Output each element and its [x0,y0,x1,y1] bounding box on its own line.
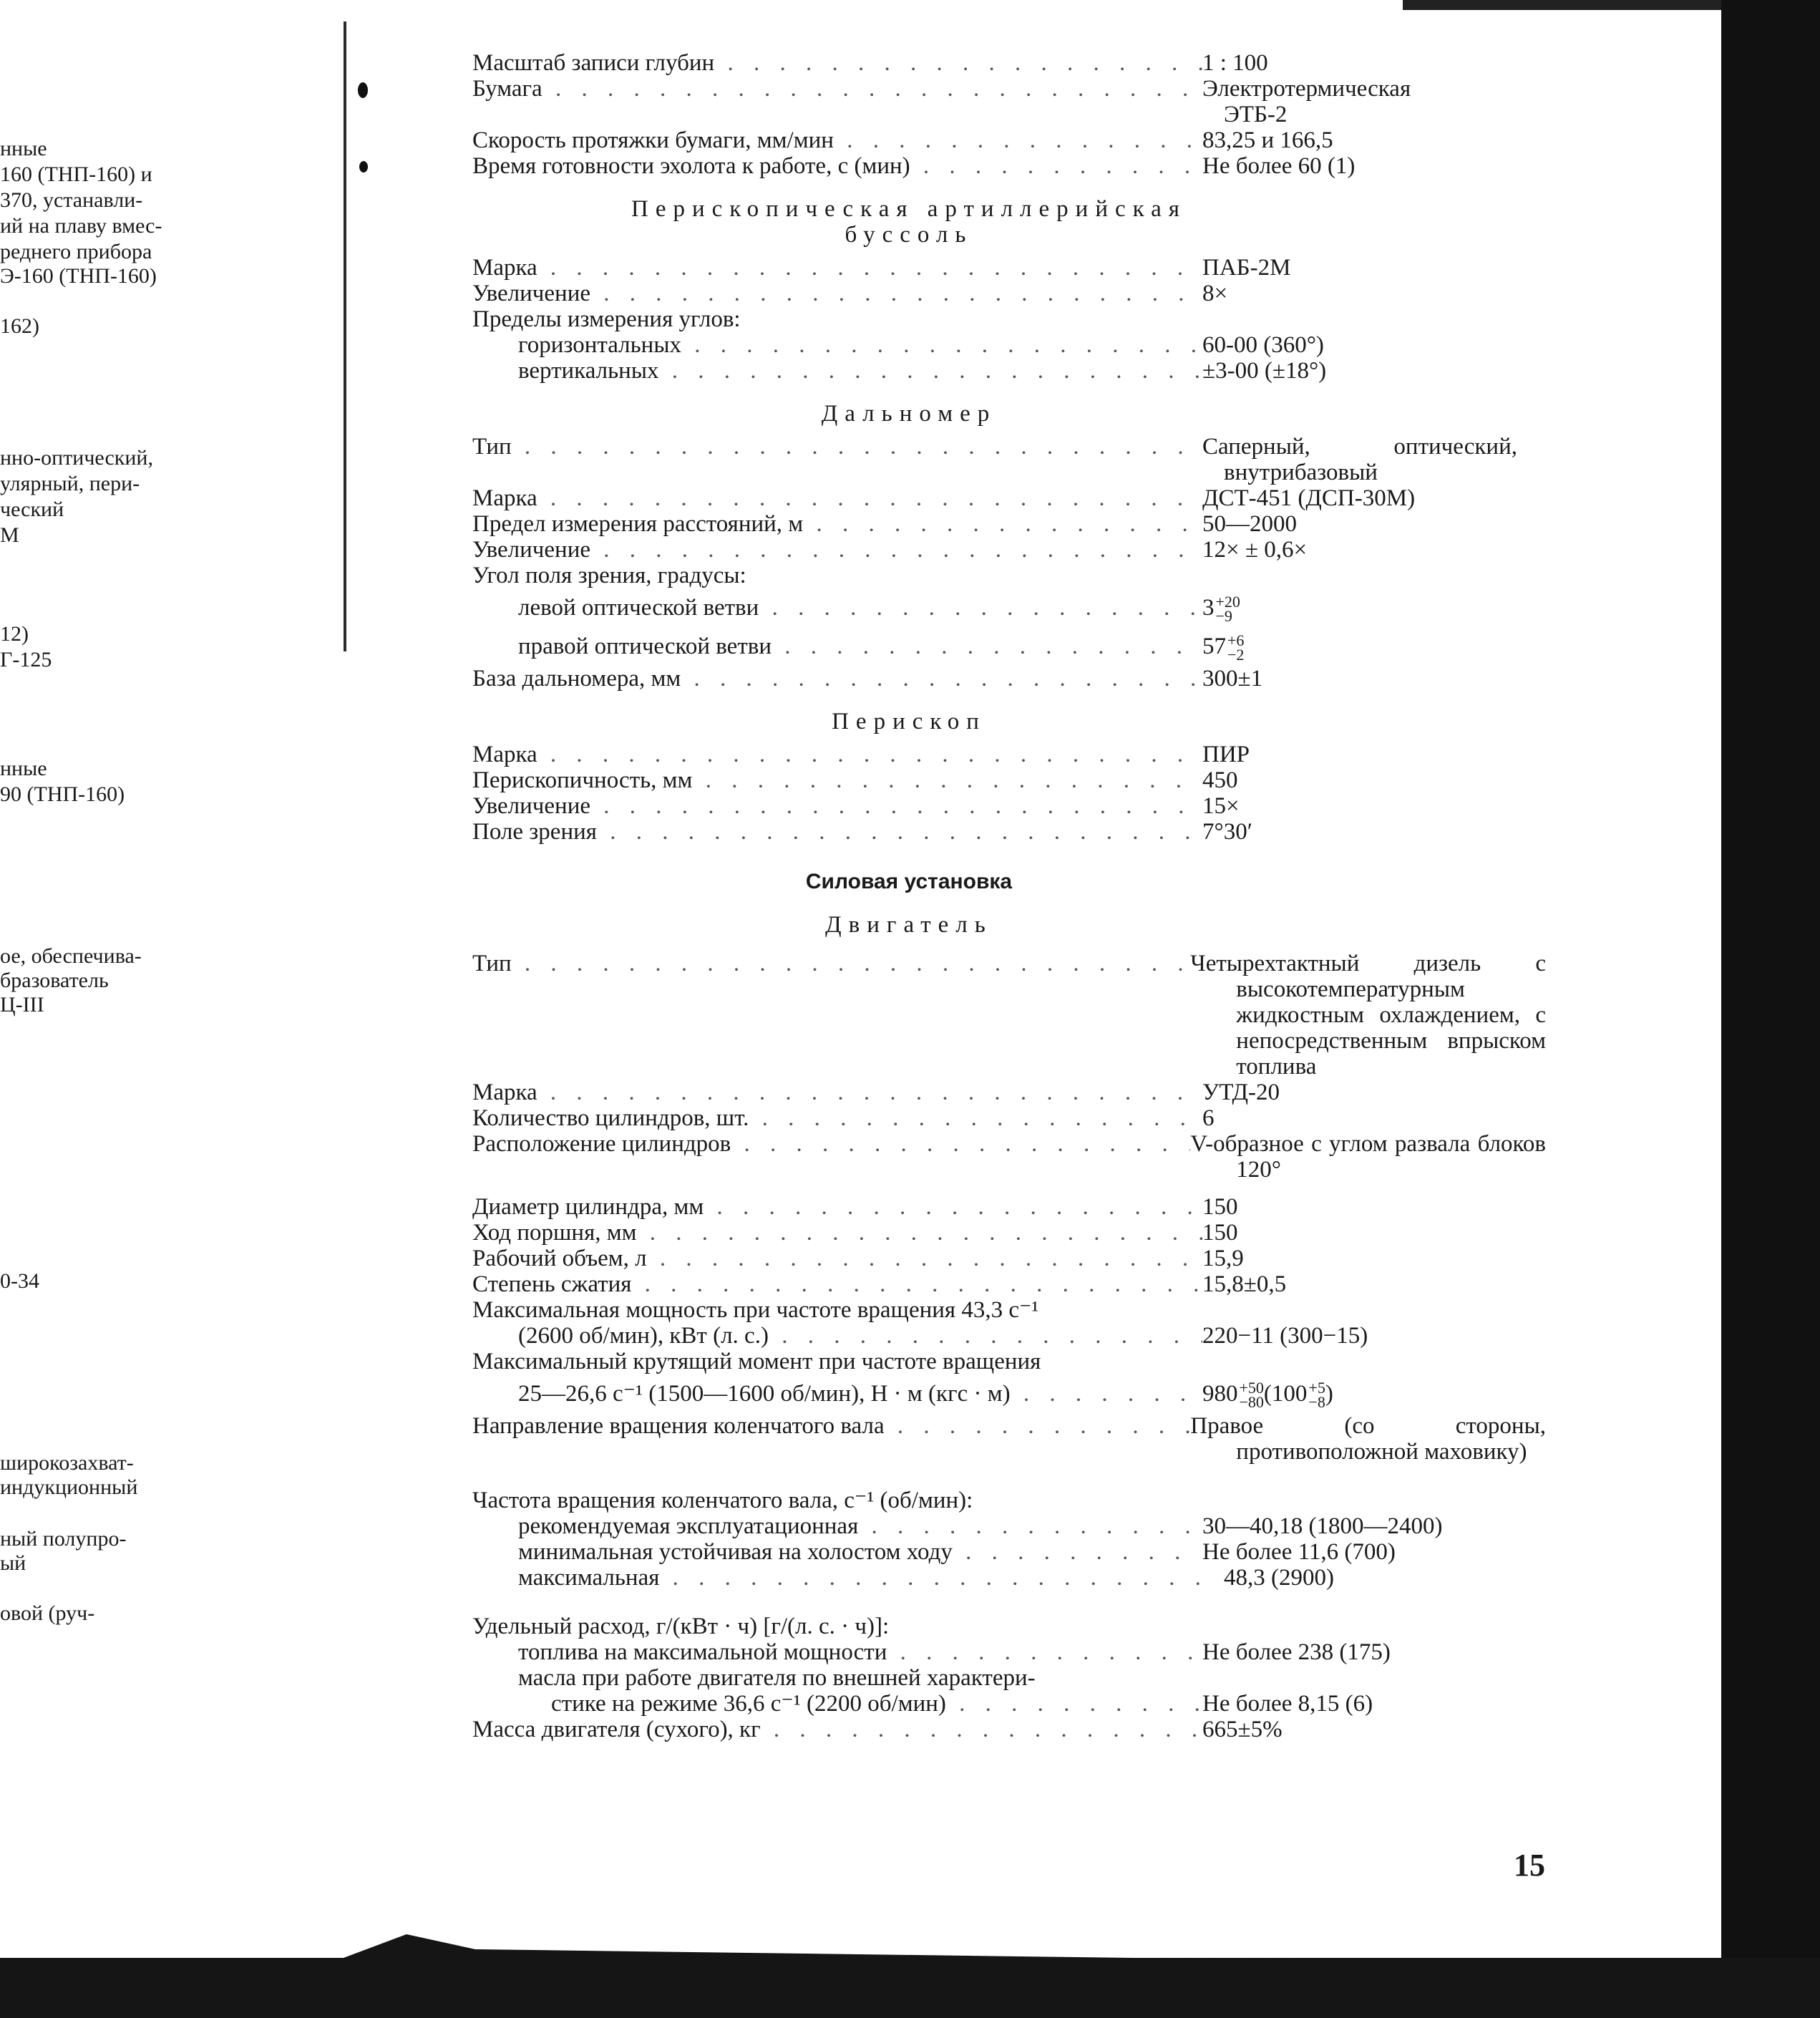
spec-value: Четырехтактный дизель с высокотемпературным жидкостным охлаждением, с непосредственным впрыском топлива [1190,951,1546,1080]
value-base: 57 [1202,634,1226,659]
spec-label: Расположение цилиндров . . . [472,1131,1190,1157]
bleed-line: Ц-III [0,993,44,1017]
spec-row-type [472,434,1546,485]
spec-row-max-power [472,1297,1546,1323]
bleed-line: 90 (ТНП-160) [0,782,125,806]
tolerance [1308,1381,1325,1410]
spec-row-engine-type [472,951,1546,1080]
spec-label: Увеличение . . . [472,537,1202,563]
spec-value: 8× [1202,281,1228,306]
spec-value: 300±1 [1202,666,1263,692]
spec-label: Увеличение . . . [472,793,1202,819]
bleed-line: нные [0,757,47,780]
spec-label: Максимальный крутящий момент при частоте вращения [472,1349,1041,1374]
fold-mark [358,82,368,98]
spec-value: 60-00 (360°) [1202,332,1324,358]
spec-row-mark [472,255,1546,281]
page-fold-line [344,21,346,651]
spec-label: Масса двигателя (сухого), кг . . . [472,1717,1202,1742]
spec-row-vertical [472,358,1546,384]
spec-label: Тип . . . [472,434,1202,460]
spec-row-paper-speed [472,127,1546,153]
spec-row-oil-consumption [472,1665,1546,1691]
spec-value: 450 [1202,767,1238,793]
tolerance [1227,631,1245,664]
spec-label: Тип . . . [472,951,1190,976]
tolerance-upper: +50 [1239,1379,1264,1397]
spec-label: правой оптической ветви . . . [472,627,1202,666]
spec-value: 83,25 и 166,5 [1202,127,1333,153]
spec-row-range [472,511,1546,537]
spec-row-rotation-direction [472,1413,1546,1465]
spec-value: Не более 8,15 (6) [1202,1691,1373,1717]
bleed-line: улярный, пери- [0,472,140,495]
spec-value: 150 [1202,1194,1238,1220]
bleed-line: Э-160 (ТНП-160) [0,264,157,288]
bleed-line: 0-34 [0,1269,39,1293]
spec-value [1202,588,1517,627]
spec-value: ДСТ-451 (ДСП-30М) [1202,485,1416,511]
spec-value: ПИР [1202,742,1250,767]
spec-value-cont: внутрибазовый [1224,460,1378,485]
tolerance-lower: −8 [1308,1393,1325,1412]
spec-row-mark [472,742,1546,767]
section-heading: Дальномер [821,401,997,427]
spec-row-fov [472,563,1546,588]
spec-label: Предел измерения расстояний, м . . . [472,511,1202,537]
spec-row-displacement [472,1246,1546,1271]
spec-value: 12× ± 0,6× [1202,537,1308,563]
spec-value: Не более 238 (175) [1202,1639,1391,1665]
spec-value [1202,1374,1517,1413]
spec-label: Максимальная мощность при частоте вращения 43,3 с⁻¹ [472,1297,1039,1323]
spec-label: Степень сжатия . . . [472,1271,1202,1297]
bleed-line: ческий [0,498,64,521]
tolerance-upper: +6 [1227,631,1245,650]
spec-value: 6 [1202,1105,1215,1131]
bleed-line: ый [0,1551,26,1575]
spec-row-crank-speed [472,1488,1546,1513]
spec-label: Удельный расход, г/(кВт · ч) [г/(л. с. · ч)]: [472,1614,890,1639]
spec-row-mark [472,1080,1546,1105]
fold-mark [359,161,368,173]
spec-row-depth-scale [472,50,1546,76]
spec-label: стике на режиме 36,6 с⁻¹ (2200 об/мин) . . . [472,1691,1202,1717]
spec-row-mark [472,485,1546,511]
bleed-line: ий на плаву вмес- [0,214,162,238]
spec-value-cont: ЭТБ-2 [1224,102,1288,127]
page-number: 15 [1514,1848,1545,1883]
spec-value: 15,8±0,5 [1202,1271,1287,1297]
spec-row-periscopicity [472,767,1546,793]
bleed-line: 162) [0,314,39,338]
tolerance [1240,1381,1264,1410]
scan-edge-top [1403,0,1721,10]
value-base: 980 [1202,1381,1238,1407]
spec-row-recommended-speed [472,1513,1546,1539]
spec-row-zoom [472,537,1546,563]
spec-row-arrangement [472,1131,1546,1183]
section-heading: Двигатель [825,912,993,938]
spec-value: Не более 11,6 (700) [1202,1539,1396,1565]
spec-label: Поле зрения . . . [472,819,1202,845]
spec-label: 25—26,6 с⁻¹ (1500—1600 об/мин), Н · м (кгс · м) . . . [472,1374,1202,1413]
spec-label: Масштаб записи глубин . . . [472,50,1202,76]
section-heading-cont: буссоль [845,222,973,248]
spec-label: минимальная устойчивая на холостом ходу . . . [472,1539,1202,1565]
spec-label: вертикальных . . . [472,358,1202,384]
spec-label: Увеличение . . . [472,281,1202,306]
spec-row-max-speed [472,1565,1546,1591]
spec-value: Правое (со стороны, противоположной маховику) [1190,1413,1546,1465]
spec-value: 15,9 [1202,1246,1244,1271]
bleed-line: ный полупро- [0,1527,127,1551]
bleed-line: 160 (ТНП-160) и [0,162,152,186]
spec-label: Количество цилиндров, шт. . . . [472,1105,1202,1131]
spec-row-cylinders [472,1105,1546,1131]
spec-value: ПАБ-2М [1202,255,1291,281]
bleed-line: индукционный [0,1475,138,1499]
spec-label: масла при работе двигателя по внешней характери- [518,1665,1036,1691]
spec-label: Ход поршня, мм . . . [472,1220,1202,1246]
spec-label: топлива на максимальной мощности . . . [472,1639,1202,1665]
section-heading: Перископ [832,709,986,734]
spec-label: Марка . . . [472,1080,1202,1105]
previous-page-bleed [0,0,215,1933]
spec-row-compression [472,1271,1546,1297]
spec-label: Марка . . . [472,255,1202,281]
tolerance-lower: −9 [1215,607,1232,626]
spec-row-base [472,666,1546,692]
bleed-line: Г-125 [0,648,52,671]
section-heading: Перископическая артиллерийская [631,196,1187,222]
spec-row-oil-consumption-cont [472,1691,1546,1717]
spec-label: рекомендуемая эксплуатационная . . . [472,1513,1202,1539]
spec-row-field-of-view [472,819,1546,845]
scan-edge-bottom-wedge [315,1926,1460,1969]
tolerance-lower: −80 [1239,1393,1264,1412]
spec-value: 50—2000 [1202,511,1297,537]
spec-row-max-power-cont [472,1323,1546,1349]
bleed-line: М [0,523,19,547]
spec-row-max-torque-cont [472,1374,1546,1413]
chapter-heading: Силовая установка [805,870,1013,893]
value-paren-close: ) [1325,1381,1333,1407]
spec-label: Перископичность, мм . . . [472,767,1202,793]
spec-label: (2600 об/мин), кВт (л. с.) . . . [472,1323,1202,1349]
spec-row-max-torque [472,1349,1546,1374]
spec-value: V-образное с углом развала блоков 120° [1190,1131,1546,1183]
spec-value: 7°30′ [1202,819,1252,845]
spec-row-limits [472,306,1546,332]
tolerance-upper: +20 [1215,593,1240,611]
spec-label: Угол поля зрения, градусы: [472,563,746,588]
spec-value: Не более 60 (1) [1202,153,1356,179]
bleed-line: овой (руч- [0,1601,95,1625]
bleed-line: бразователь [0,969,109,992]
spec-value: 30—40,18 (1800—2400) [1202,1513,1443,1539]
bleed-line: 370, устанавли- [0,188,143,212]
spec-row-bore [472,1194,1546,1220]
spec-value: 220−11 (300−15) [1202,1323,1368,1349]
spec-label: Частота вращения коленчатого вала, с⁻¹ (об/мин): [472,1488,973,1513]
spec-value [1202,76,1517,127]
spec-row-left-branch [472,588,1546,627]
spec-label: База дальномера, мм . . . [472,666,1202,692]
bleed-line: реднего прибора [0,240,152,263]
spec-row-idle-speed [472,1539,1546,1565]
spec-label: Бумага . . . [472,76,1202,102]
spec-value-line: Электротермическая [1202,76,1411,102]
spec-label: Направление вращения коленчатого вала . . . [472,1413,1190,1439]
spec-row-right-branch [472,627,1546,666]
spec-value: 1 : 100 [1202,50,1268,76]
spec-value: УТД-20 [1202,1080,1280,1105]
spec-label: Скорость протяжки бумаги, мм/мин . . . [472,127,1202,153]
spec-value [1202,434,1517,485]
bleed-line: ое, обеспечива- [0,944,142,968]
value-paren-base: (100 [1263,1381,1308,1407]
spec-label: Марка . . . [472,485,1202,511]
spec-page [472,50,1546,1742]
spec-row-consumption [472,1614,1546,1639]
tolerance-upper: +5 [1308,1379,1325,1397]
spec-label: горизонтальных . . . [472,332,1202,358]
spec-row-zoom [472,281,1546,306]
value-base: 3 [1202,595,1215,621]
spec-value: 665±5% [1202,1717,1283,1742]
spec-label: левой оптической ветви . . . [472,588,1202,627]
spec-label: Марка . . . [472,742,1202,767]
bleed-line: 12) [0,622,29,646]
spec-label: Пределы измерения углов: [472,306,741,332]
spec-row-ready-time [472,153,1546,179]
spec-value: 15× [1202,793,1240,819]
spec-row-paper [472,76,1546,127]
spec-row-zoom [472,793,1546,819]
spec-label: максимальная . . . [472,1565,1202,1591]
tolerance-lower: −2 [1227,646,1245,664]
bleed-line: нные [0,137,47,160]
spec-value-line: Саперный, оптический, [1202,434,1517,460]
scan-edge-right [1721,0,1820,2018]
bleed-line: широкозахват- [0,1451,134,1475]
spec-row-horizontal [472,332,1546,358]
spec-label: Диаметр цилиндра, мм . . . [472,1194,1202,1220]
bleed-line: нно-оптический, [0,446,153,470]
spec-row-fuel-consumption [472,1639,1546,1665]
spec-label: Рабочий объем, л . . . [472,1246,1202,1271]
spec-row-engine-mass [472,1717,1546,1742]
spec-value: 48,3 (2900) [1224,1565,1334,1591]
spec-label: Время готовности эхолота к работе, с (мин) . . . [472,153,1202,179]
spec-value: ±3-00 (±18°) [1202,358,1327,384]
spec-value [1202,627,1517,666]
tolerance [1216,595,1240,624]
spec-row-stroke [472,1220,1546,1246]
spec-value: 150 [1202,1220,1238,1246]
